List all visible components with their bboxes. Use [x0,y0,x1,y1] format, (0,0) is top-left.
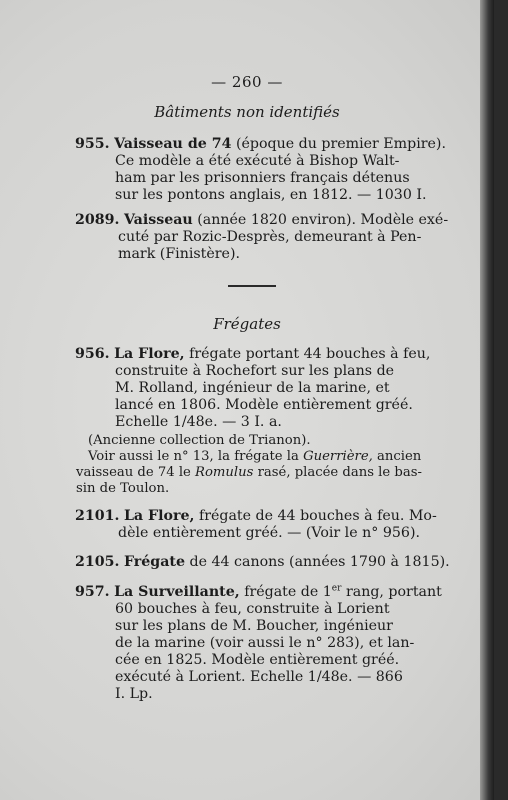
ship-name: Guerrière, [303,449,373,464]
entry-text: de la marine (voir aussi le n° 283), et lan- [115,635,415,651]
entry-number: 2101. [75,508,120,524]
entry-956-note [76,433,440,497]
entry-text: de 44 canons (années 1790 à 1815). [184,554,450,570]
entry-text: rang, portant [341,584,442,600]
entry-text: (année 1820 environ). Modèle exé- [192,212,449,228]
entry-text: cée en 1825. Modèle entièrement gréé. [115,652,400,668]
entry-title: La Flore, [114,346,185,362]
entry-title: Vaisseau de 74 [114,136,232,152]
page-number: — 260 — [211,73,283,91]
entry-text: M. Rolland, ingénieur de la marine, et [115,380,390,396]
entry-text: frégate portant 44 bouches à feu, [184,346,431,362]
entry-text: frégate de 44 bouches à feu. Mo- [194,508,437,524]
entry-text: (époque du premier Empire). [231,136,446,152]
superscript: er [331,583,342,594]
entry-text: mark (Finistère). [118,246,240,262]
entry-number: 2105. [75,554,120,570]
entry-text: ham par les prisonniers français détenus [115,170,410,186]
entry-956 [75,346,437,431]
entry-title: Frégate [123,554,185,570]
ship-name: Romulus [195,465,254,480]
note-text: sin de Toulon. [76,481,170,496]
entry-number: 957. [75,584,110,600]
entry-number: 2089. [75,212,120,228]
entry-text: Ce modèle a été exécuté à Bishop Walt- [115,153,400,169]
note-text: (Ancienne collection de Trianon). [88,433,311,448]
note-text: rasé, placée dans le bas- [253,465,422,480]
entry-text: exécuté à Lorient. Echelle 1/48e. — 866 [115,669,403,685]
entry-text: I. Lp. [115,686,153,702]
entry-text: dèle entièrement gréé. — (Voir le n° 956). [118,525,420,541]
note-text: Voir aussi le n° 13, la frégate la [88,449,304,464]
section-title-frigates: Frégates [213,315,281,333]
entry-number: 956. [75,346,110,362]
entry-number: 955. [75,136,110,152]
entry-text: Echelle 1/48e. — 3 I. a. [115,414,282,430]
entry-2105 [75,554,450,571]
entry-2089 [75,212,449,263]
entry-957 [75,583,442,703]
note-text: vaisseau de 74 le [76,465,196,480]
entry-title: Vaisseau [123,212,193,228]
entry-text: sur les pontons anglais, en 1812. — 1030 I. [115,187,427,203]
entry-title: La Surveillante, [114,584,240,600]
entry-text: construite à Rochefort sur les plans de [115,363,395,379]
entry-text: sur les plans de M. Boucher, ingénieur [115,618,393,634]
entry-955 [75,136,446,204]
entry-2101 [75,508,437,542]
book-binding-edge [480,0,494,800]
section-title-unidentified-ships: Bâtiments non identifiés [154,103,340,121]
entry-text: 60 bouches à feu, construite à Lorient [115,601,390,617]
section-divider [228,285,276,287]
note-text: ancien [372,449,422,464]
entry-text: lancé en 1806. Modèle entièrement gréé. [115,397,413,413]
entry-title: La Flore, [123,508,195,524]
entry-text: frégate de 1 [239,584,332,600]
entry-text: cuté par Rozic-Desprès, demeurant à Pen- [118,229,422,245]
